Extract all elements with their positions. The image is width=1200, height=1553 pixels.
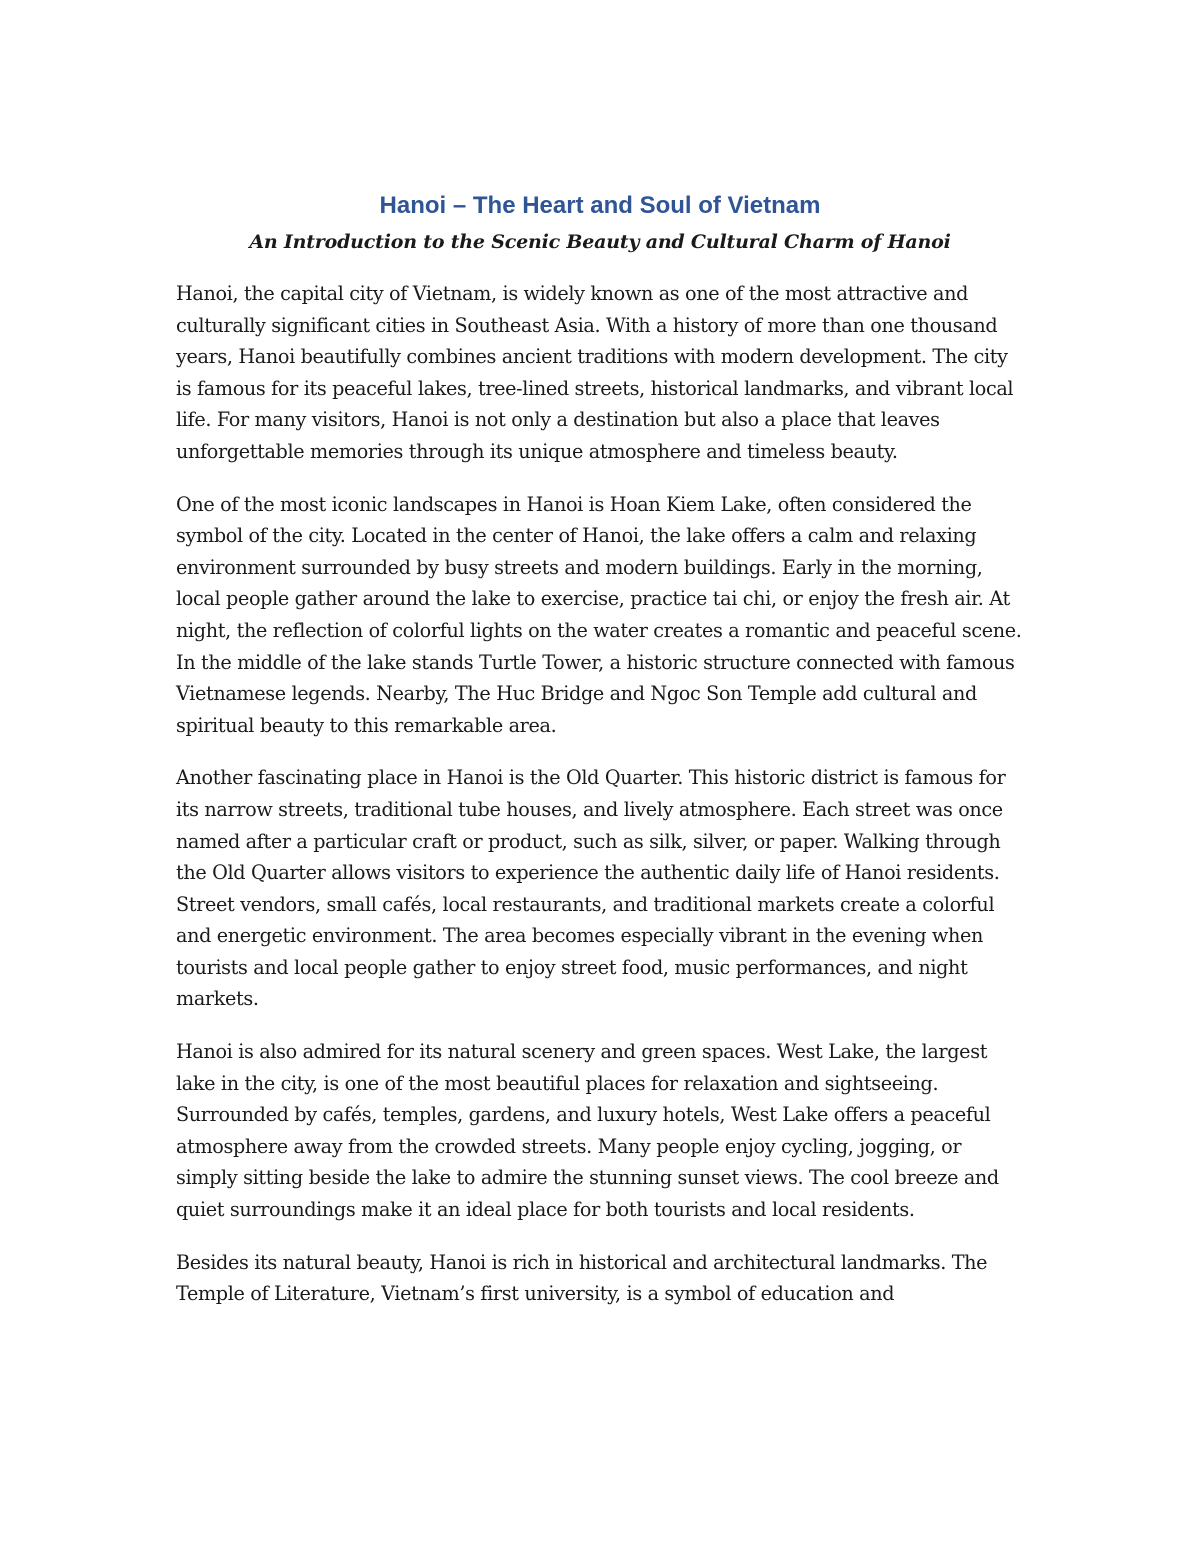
paragraph-landmarks: Besides its natural beauty, Hanoi is rich in historical and architectural landmarks. The Temple of Literature, Vietnam’s first university, is a symbol of education and [176, 1250, 988, 1306]
document-body [176, 278, 1026, 1331]
paragraph-west-lake: Hanoi is also admired for its natural scenery and green spaces. West Lake, the largest lake in the city, is one of the most beautiful places for relaxation and sightseeing. Surrounded by cafés, temples, gardens, and luxury hotels, West Lake offers a peaceful atmosphere away from the crowded streets. Many people enjoy cycling, jogging, or simply sitting beside the lake to admire the stunning sunset views. The cool breeze and quiet surroundings make it an ideal place for both tourists and local residents. [176, 1040, 999, 1222]
paragraph-old-quarter: Another fascinating place in Hanoi is the Old Quarter. This historic district is famous for its narrow streets, traditional tube houses, and lively atmosphere. Each street was once named after a particular craft or product, such as silk, silver, or paper. Walking through the Old Quarter allows visitors to experience the authentic daily life of Hanoi residents. Street vendors, small cafés, local restaurants, and traditional markets create a colorful and energetic environment. The area becomes especially vibrant in the evening when tourists and local people gather to enjoy street food, music performances, and night markets. [176, 766, 1006, 1011]
document-subtitle: An Introduction to the Scenic Beauty and Cultural Charm of Hanoi [249, 231, 951, 253]
document-title: Hanoi – The Heart and Soul of Vietnam [379, 192, 821, 219]
paragraph-hoan-kiem-lake: One of the most iconic landscapes in Hanoi is Hoan Kiem Lake, often considered the symbol of the city. Located in the center of Hanoi, the lake offers a calm and relaxing environment surrounded by busy streets and modern buildings. Early in the morning, local people gather around the lake to exercise, practice tai chi, or enjoy the fresh air. At night, the reflection of colorful lights on the water creates a romantic and peaceful scene. In the middle of the lake stands Turtle Tower, a historic structure connected with famous Vietnamese legends. Nearby, The Huc Bridge and Ngoc Son Temple add cultural and spiritual beauty to this remarkable area. [176, 492, 1022, 737]
paragraph-intro: Hanoi, the capital city of Vietnam, is widely known as one of the most attractive and culturally significant cities in Southeast Asia. With a history of more than one thousand years, Hanoi beautifully combines ancient traditions with modern development. The city is famous for its peaceful lakes, tree-lined streets, historical landmarks, and vibrant local life. For many visitors, Hanoi is not only a destination but also a place that leaves unforgettable memories through its unique atmosphere and timeless beauty. [176, 282, 1014, 463]
